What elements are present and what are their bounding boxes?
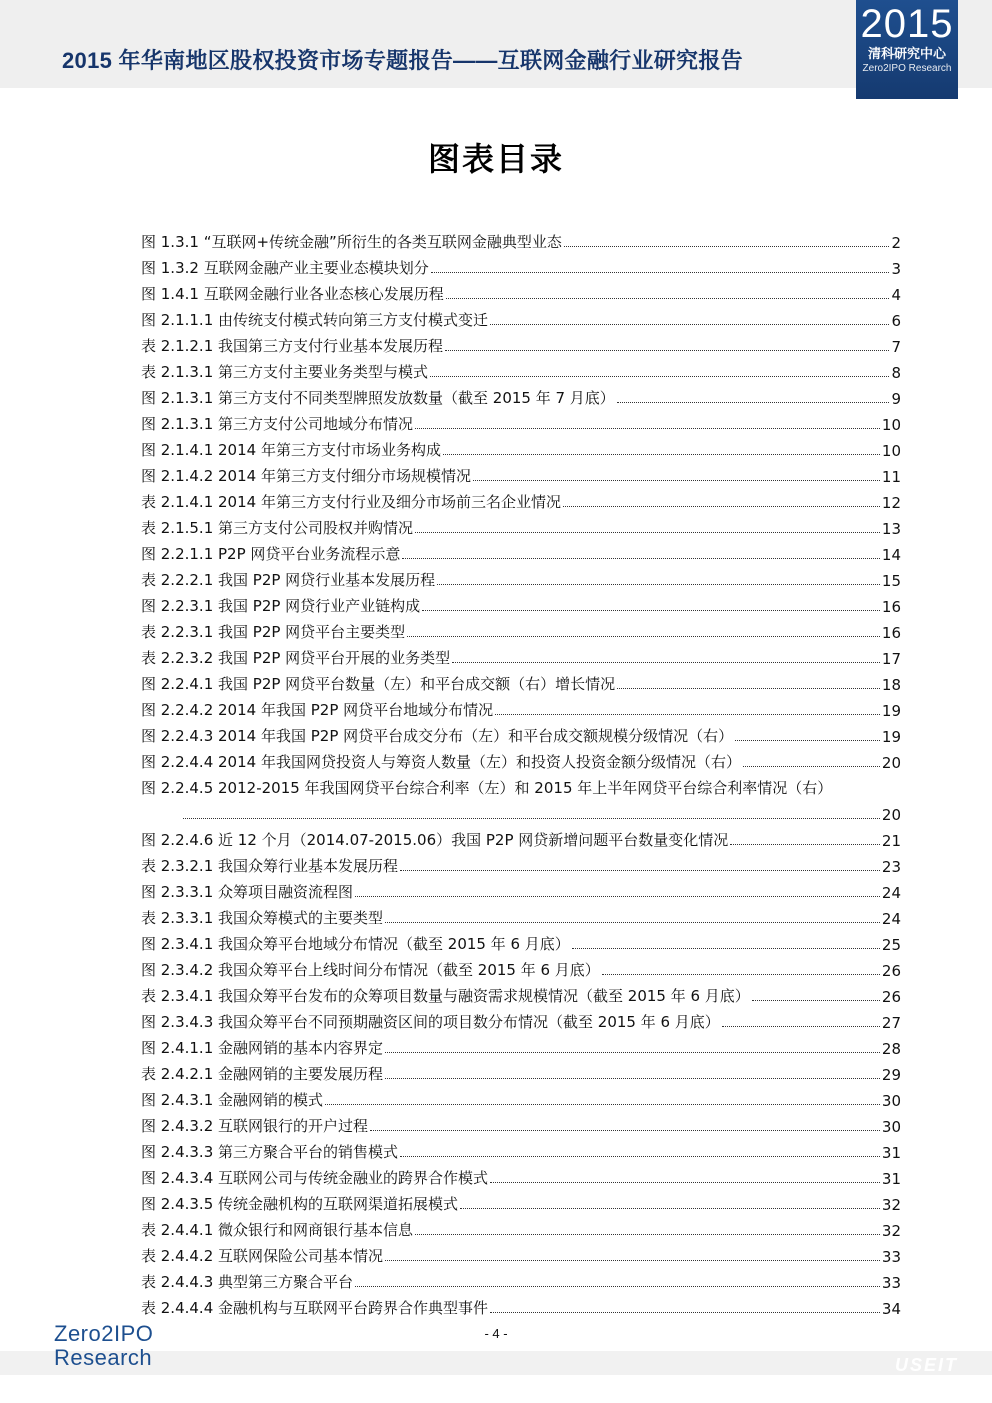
toc-entry[interactable]	[141, 1032, 901, 1058]
toc-entry[interactable]	[141, 824, 901, 850]
toc-entry-label: 图 2.3.4.2 我国众筹平台上线时间分布情况（截至 2015 年 6 月底）	[141, 961, 600, 979]
toc-entry[interactable]	[141, 902, 901, 928]
toc-entry-page: 15	[881, 572, 901, 590]
toc-leader-dots	[437, 584, 880, 585]
toc-entry-page: 24	[881, 884, 901, 902]
toc-entry-label: 图 2.4.3.4 互联网公司与传统金融业的跨界合作模式	[141, 1169, 489, 1187]
page-number: - 4 -	[484, 1326, 508, 1341]
table-of-figures	[141, 226, 901, 1318]
toc-leader-dots	[563, 506, 880, 507]
footer-logo-line1: Zero2IPO	[54, 1321, 154, 1346]
toc-entry-label: 图 1.3.1 “互联网+传统金融”所衍生的各类互联网金融典型业态	[141, 233, 562, 251]
toc-leader-dots	[355, 896, 880, 897]
toc-leader-dots	[722, 1026, 880, 1027]
toc-leader-dots	[460, 1208, 880, 1209]
toc-entry-page: 29	[881, 1066, 901, 1084]
toc-entry-page: 17	[881, 650, 901, 668]
toc-leader-dots	[385, 1078, 880, 1079]
toc-entry-label: 表 2.3.4.1 我国众筹平台发布的众筹项目数量与融资需求规模情况（截至 2015 年 6 月底）	[141, 987, 750, 1005]
toc-entry-page: 16	[881, 598, 901, 616]
toc-entry-label: 图 2.1.3.1 第三方支付不同类型牌照发放数量（截至 2015 年 7 月底）	[141, 389, 615, 407]
toc-entry-page: 14	[881, 546, 901, 564]
badge-org-en: Zero2IPO Research	[862, 63, 952, 74]
toc-leader-dots	[415, 1234, 880, 1235]
toc-entry-page: 19	[881, 728, 901, 746]
toc-entry-label: 表 2.4.4.4 金融机构与互联网平台跨界合作典型事件	[141, 1299, 489, 1317]
toc-entry-label: 图 2.3.4.1 我国众筹平台地域分布情况（截至 2015 年 6 月底）	[141, 935, 570, 953]
toc-entry[interactable]	[141, 772, 901, 798]
toc-entry-page: 31	[881, 1144, 901, 1162]
toc-leader-dots	[430, 376, 889, 377]
toc-leader-dots	[490, 1312, 880, 1313]
toc-entry-label: 图 2.2.4.1 我国 P2P 网贷平台数量（左）和平台成交额（右）增长情况	[141, 675, 616, 693]
toc-entry[interactable]	[141, 642, 901, 668]
toc-entry-page: 2	[891, 234, 901, 252]
toc-leader-dots	[183, 818, 880, 819]
toc-leader-dots	[495, 714, 880, 715]
toc-leader-dots	[490, 324, 889, 325]
toc-entry-label: 图 2.2.3.1 我国 P2P 网贷行业产业链构成	[141, 597, 421, 615]
toc-entry-page: 30	[881, 1092, 901, 1110]
toc-entry-page: 10	[881, 442, 901, 460]
toc-leader-dots	[415, 532, 880, 533]
toc-entry[interactable]	[141, 330, 901, 356]
toc-entry[interactable]	[141, 304, 901, 330]
toc-entry-page: 27	[881, 1014, 901, 1032]
toc-entry-page: 32	[881, 1196, 901, 1214]
toc-entry-label: 图 2.1.4.2 2014 年第三方支付细分市场规模情况	[141, 467, 471, 485]
toc-entry[interactable]	[141, 356, 901, 382]
badge-year: 2015	[860, 2, 954, 46]
toc-leader-dots	[422, 610, 880, 611]
toc-leader-dots	[445, 350, 889, 351]
toc-leader-dots	[617, 688, 880, 689]
toc-entry-page: 28	[881, 1040, 901, 1058]
toc-entry-label: 表 2.1.2.1 我国第三方支付行业基本发展历程	[141, 337, 444, 355]
toc-leader-dots	[743, 766, 880, 767]
toc-entry[interactable]	[141, 486, 901, 512]
toc-entry-label: 图 2.3.4.3 我国众筹平台不同预期融资区间的项目数分布情况（截至 2015 年 6 月底）	[141, 1013, 720, 1031]
toc-entry-page: 25	[881, 936, 901, 954]
toc-entry[interactable]	[141, 278, 901, 304]
toc-entry[interactable]	[141, 720, 901, 746]
toc-leader-dots	[735, 740, 880, 741]
toc-leader-dots	[370, 1130, 880, 1131]
toc-entry-label: 表 2.4.4.1 微众银行和网商银行基本信息	[141, 1221, 414, 1239]
toc-entry[interactable]	[141, 1266, 901, 1292]
toc-entry[interactable]	[141, 408, 901, 434]
toc-entry-page: 31	[881, 1170, 901, 1188]
toc-entry-label: 图 2.2.4.2 2014 年我国 P2P 网贷平台地域分布情况	[141, 701, 494, 719]
toc-leader-dots	[490, 1182, 880, 1183]
toc-entry-label: 图 2.1.1.1 由传统支付模式转向第三方支付模式变迁	[141, 311, 489, 329]
toc-leader-dots	[400, 1156, 880, 1157]
toc-leader-dots	[415, 428, 880, 429]
toc-entry[interactable]	[141, 668, 901, 694]
toc-entry-page: 33	[881, 1274, 901, 1292]
toc-entry[interactable]	[141, 512, 901, 538]
toc-entry[interactable]	[141, 460, 901, 486]
toc-entry-label: 图 2.3.3.1 众筹项目融资流程图	[141, 883, 354, 901]
toc-entry[interactable]	[141, 434, 901, 460]
toc-entry-page: 34	[881, 1300, 901, 1318]
toc-leader-dots	[400, 870, 880, 871]
toc-entry-label: 表 2.4.4.3 典型第三方聚合平台	[141, 1273, 354, 1291]
toc-entry-page: 24	[881, 910, 901, 928]
toc-entry[interactable]	[141, 1214, 901, 1240]
toc-entry-page: 20	[881, 806, 901, 824]
toc-entry-page: 21	[881, 832, 901, 850]
toc-entry[interactable]	[141, 616, 901, 642]
toc-leader-dots	[473, 480, 880, 481]
toc-entry[interactable]	[141, 746, 901, 772]
toc-leader-dots	[407, 636, 880, 637]
toc-leader-dots	[443, 454, 880, 455]
toc-entry[interactable]	[141, 1292, 901, 1318]
watermark: USEIT	[895, 1355, 959, 1375]
footer-logo-line2: Research	[54, 1345, 153, 1370]
toc-leader-dots	[325, 1104, 880, 1105]
toc-entry-page: 32	[881, 1222, 901, 1240]
toc-entry[interactable]	[141, 876, 901, 902]
toc-entry-label: 图 2.4.3.3 第三方聚合平台的销售模式	[141, 1143, 399, 1161]
toc-entry-page: 18	[881, 676, 901, 694]
toc-entry[interactable]	[141, 980, 901, 1006]
toc-entry[interactable]	[141, 1188, 901, 1214]
toc-entry-label: 图 2.4.3.5 传统金融机构的互联网渠道拓展模式	[141, 1195, 459, 1213]
toc-entry-label: 图 2.1.3.1 第三方支付公司地域分布情况	[141, 415, 414, 433]
toc-entry-page: 8	[891, 364, 901, 382]
toc-entry[interactable]	[141, 590, 901, 616]
toc-leader-dots	[452, 662, 880, 663]
toc-entry[interactable]	[141, 1084, 901, 1110]
toc-leader-dots	[617, 402, 890, 403]
toc-entry-label: 图 2.1.4.1 2014 年第三方支付市场业务构成	[141, 441, 441, 459]
toc-entry-continuation[interactable]	[141, 798, 901, 824]
badge-org-cn: 清科研究中心	[867, 46, 946, 61]
toc-entry-page: 12	[881, 494, 901, 512]
page-title: 图表目录	[427, 141, 564, 177]
toc-entry[interactable]	[141, 1110, 901, 1136]
toc-entry[interactable]	[141, 850, 901, 876]
toc-entry-label: 表 2.2.3.2 我国 P2P 网贷平台开展的业务类型	[141, 649, 451, 667]
toc-entry-label: 表 2.3.3.1 我国众筹模式的主要类型	[141, 909, 384, 927]
toc-entry-page: 33	[881, 1248, 901, 1266]
toc-entry-page: 19	[881, 702, 901, 720]
toc-entry-label: 图 2.2.4.3 2014 年我国 P2P 网贷平台成交分布（左）和平台成交额规模分级情况（右）	[141, 727, 734, 745]
toc-entry-label: 图 2.4.3.1 金融网销的模式	[141, 1091, 324, 1109]
toc-leader-dots	[385, 1260, 880, 1261]
toc-entry-label: 图 2.2.4.5 2012-2015 年我国网贷平台综合利率（左）和 2015 年上半年网贷平台综合利率情况（右）	[141, 779, 833, 797]
toc-entry-page: 7	[891, 338, 901, 356]
toc-entry-page: 6	[891, 312, 901, 330]
toc-entry-page: 11	[881, 468, 901, 486]
toc-leader-dots	[446, 298, 890, 299]
toc-leader-dots	[730, 844, 880, 845]
toc-entry[interactable]	[141, 1136, 901, 1162]
toc-entry[interactable]	[141, 1058, 901, 1084]
report-header-title: 2015 年华南地区股权投资市场专题报告——互联网金融行业研究报告	[62, 48, 743, 73]
toc-leader-dots	[385, 1052, 880, 1053]
toc-entry-label: 表 2.4.4.2 互联网保险公司基本情况	[141, 1247, 384, 1265]
toc-entry-page: 9	[891, 390, 901, 408]
toc-entry-label: 表 2.3.2.1 我国众筹行业基本发展历程	[141, 857, 399, 875]
toc-leader-dots	[402, 558, 879, 559]
toc-entry[interactable]	[141, 954, 901, 980]
toc-entry[interactable]	[141, 382, 901, 408]
toc-entry-label: 表 2.1.4.1 2014 年第三方支付行业及细分市场前三名企业情况	[141, 493, 561, 511]
toc-entry[interactable]	[141, 1162, 901, 1188]
toc-leader-dots	[355, 1286, 880, 1287]
toc-leader-dots	[431, 272, 890, 273]
toc-entry-page: 30	[881, 1118, 901, 1136]
toc-entry-page: 26	[881, 962, 901, 980]
toc-entry[interactable]	[141, 564, 901, 590]
toc-entry[interactable]	[141, 226, 901, 252]
toc-entry-label: 图 1.4.1 互联网金融行业各业态核心发展历程	[141, 285, 444, 303]
toc-entry-label: 图 2.4.1.1 金融网销的基本内容界定	[141, 1039, 384, 1057]
toc-entry-page: 10	[881, 416, 901, 434]
toc-entry-label: 图 2.2.4.4 2014 年我国网贷投资人与筹资人数量（左）和投资人投资金额分级情况（右）	[141, 753, 741, 771]
toc-entry-label: 图 2.2.4.6 近 12 个月（2014.07-2015.06）我国 P2P 网贷新增问题平台数量变化情况	[141, 831, 729, 849]
toc-entry-label: 图 2.4.3.2 互联网银行的开户过程	[141, 1117, 369, 1135]
toc-entry[interactable]	[141, 694, 901, 720]
toc-leader-dots	[385, 922, 880, 923]
toc-entry[interactable]	[141, 1240, 901, 1266]
toc-entry-page: 16	[881, 624, 901, 642]
toc-entry-label: 表 2.1.3.1 第三方支付主要业务类型与模式	[141, 363, 429, 381]
toc-entry-label: 图 2.2.1.1 P2P 网贷平台业务流程示意	[141, 545, 401, 563]
toc-entry-label: 表 2.4.2.1 金融网销的主要发展历程	[141, 1065, 384, 1083]
toc-entry[interactable]	[141, 1006, 901, 1032]
toc-entry-page: 23	[881, 858, 901, 876]
toc-entry-label: 表 2.2.2.1 我国 P2P 网贷行业基本发展历程	[141, 571, 436, 589]
toc-entry[interactable]	[141, 928, 901, 954]
toc-entry-page: 3	[891, 260, 901, 278]
toc-entry-page: 13	[881, 520, 901, 538]
year-badge	[856, 0, 958, 99]
toc-leader-dots	[602, 974, 880, 975]
toc-entry-page: 4	[891, 286, 901, 304]
toc-leader-dots	[564, 246, 890, 247]
toc-entry-page: 20	[881, 754, 901, 772]
toc-entry-label: 表 2.2.3.1 我国 P2P 网贷平台主要类型	[141, 623, 406, 641]
toc-leader-dots	[752, 1000, 880, 1001]
toc-entry-page: 26	[881, 988, 901, 1006]
toc-entry[interactable]	[141, 538, 901, 564]
toc-entry[interactable]	[141, 252, 901, 278]
toc-entry-label: 图 1.3.2 互联网金融产业主要业态模块划分	[141, 259, 429, 277]
toc-entry-label: 表 2.1.5.1 第三方支付公司股权并购情况	[141, 519, 414, 537]
toc-leader-dots	[572, 948, 880, 949]
